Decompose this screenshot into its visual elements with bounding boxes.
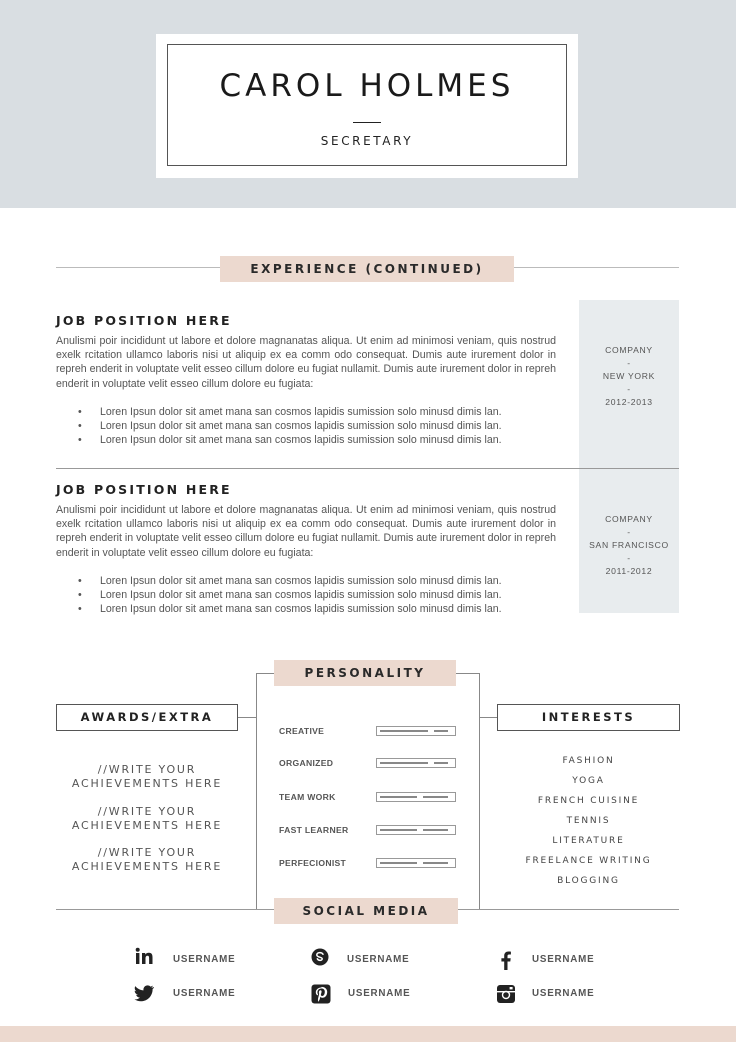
job-2-bullets — [78, 574, 568, 616]
job-1-bullets — [78, 405, 568, 447]
job-2-dates: 2011-2012 — [605, 566, 653, 576]
job-1-bullet: • Loren Ipsun dolor sit amet mana san cosmos lapidis sumission solo minusd dimis lan. — [78, 419, 568, 433]
job-2-title: JOB POSITION HERE — [56, 482, 232, 497]
awards-connector — [238, 717, 256, 718]
trait-bar — [376, 858, 456, 868]
job-1-company: COMPANY — [605, 345, 653, 355]
job-2-meta-box — [579, 469, 679, 613]
linkedin-icon — [135, 947, 155, 967]
award-item — [56, 805, 238, 833]
job-2-bullet: • Loren Ipsun dolor sit amet mana san cosmos lapidis sumission solo minusd dimis lan. — [78, 588, 568, 602]
job-1-description: Anulismi poir incididunt ut labore et dolore magnanatas aliqua. Ut enim ad minimosi veniam, quis nostrud exelk rcitation ullamco laboris nisi ut aliquip ex ea comm odo consequat. Dumis aute irurement dolor in repreh enderit in voluptate velit esseo cillum dolore eu fugiat nullamit. Dumis aute irurement dolor in repreh enderit in voluptate velit esseo cillum dolore eu fugiata: — [56, 335, 556, 390]
personality-left-line — [256, 673, 257, 909]
trait-bar — [376, 825, 456, 835]
social-username: USERNAME — [173, 988, 236, 999]
award-line: ACHIEVEMENTS HERE — [71, 777, 223, 790]
trait-label: TEAM WORK — [279, 792, 336, 802]
job-1-separator: - — [627, 384, 631, 394]
social-username: USERNAME — [532, 954, 595, 965]
job-1-dates: 2012-2013 — [605, 397, 653, 407]
experience-heading: EXPERIENCE (CONTINUED) — [220, 256, 514, 282]
interest-item: FASHION — [562, 756, 615, 766]
trait-label: ORGANIZED — [279, 758, 334, 768]
interest-item: FREELANCE WRITING — [525, 856, 652, 866]
social-username: USERNAME — [532, 988, 595, 999]
social-username: USERNAME — [348, 988, 411, 999]
trait-bar — [376, 758, 456, 768]
footer-band — [0, 1026, 736, 1042]
award-item — [56, 763, 238, 791]
instagram-icon — [496, 984, 516, 1004]
job-2-location: SAN FRANCISCO — [589, 540, 669, 550]
job-2-separator: - — [627, 553, 631, 563]
candidate-title: SECRETARY — [320, 134, 414, 148]
trait-bar — [376, 792, 456, 802]
interest-item: TENNIS — [566, 816, 611, 826]
job-1-location: NEW YORK — [602, 371, 656, 381]
personality-heading: PERSONALITY — [274, 660, 456, 686]
personality-right-line — [479, 673, 480, 909]
pinterest-icon — [311, 984, 331, 1004]
job-1-separator: - — [627, 358, 631, 368]
award-line: ACHIEVEMENTS HERE — [71, 819, 223, 832]
name-divider — [353, 122, 381, 123]
twitter-icon — [134, 983, 154, 1003]
job-1-title: JOB POSITION HERE — [56, 313, 232, 328]
job-2-bullet: • Loren Ipsun dolor sit amet mana san cosmos lapidis sumission solo minusd dimis lan. — [78, 602, 568, 616]
job-1-bullet: • Loren Ipsun dolor sit amet mana san cosmos lapidis sumission solo minusd dimis lan. — [78, 433, 568, 447]
trait-bar — [376, 726, 456, 736]
interest-item: LITERATURE — [552, 836, 625, 846]
job-1-meta-box — [579, 300, 679, 468]
skype-icon — [310, 947, 330, 967]
social-heading: SOCIAL MEDIA — [274, 898, 458, 924]
trait-label: CREATIVE — [279, 726, 325, 736]
job-2-company: COMPANY — [605, 514, 653, 524]
awards-heading: AWARDS/EXTRA — [56, 704, 238, 731]
award-line: //WRITE YOUR — [97, 763, 197, 776]
interest-item: BLOGGING — [557, 876, 620, 886]
trait-label: FAST LEARNER — [279, 825, 349, 835]
interest-item: FRENCH CUISINE — [537, 796, 640, 806]
interest-item: YOGA — [572, 776, 605, 786]
award-line: //WRITE YOUR — [97, 846, 197, 859]
job-2-separator: - — [627, 527, 631, 537]
social-username: USERNAME — [347, 954, 410, 965]
award-line: //WRITE YOUR — [97, 805, 197, 818]
trait-label: PERFECIONIST — [279, 858, 347, 868]
award-item — [56, 846, 238, 874]
personality-connector — [256, 673, 276, 674]
personality-connector — [456, 673, 480, 674]
candidate-name: CAROL HOLMES — [219, 68, 515, 104]
facebook-icon — [496, 950, 516, 970]
job-2-bullet: • Loren Ipsun dolor sit amet mana san cosmos lapidis sumission solo minusd dimis lan. — [78, 574, 568, 588]
job-1-bullet: • Loren Ipsun dolor sit amet mana san cosmos lapidis sumission solo minusd dimis lan. — [78, 405, 568, 419]
interests-heading: INTERESTS — [497, 704, 680, 731]
job-2-description: Anulismi poir incididunt ut labore et dolore magnanatas aliqua. Ut enim ad minimosi veniam, quis nostrud exelk rcitation ullamco laboris nisi ut aliquip ex ea comm odo consequat. Dumis aute irurement dolor in repreh enderit in voluptate velit esseo cillum dolore eu fugiat nullamit. Dumis aute irurement dolor in repreh enderit in voluptate velit esseo cillum dolore eu fugiata: — [56, 504, 556, 559]
interests-connector — [479, 717, 497, 718]
award-line: ACHIEVEMENTS HERE — [71, 860, 223, 873]
social-username: USERNAME — [173, 954, 236, 965]
